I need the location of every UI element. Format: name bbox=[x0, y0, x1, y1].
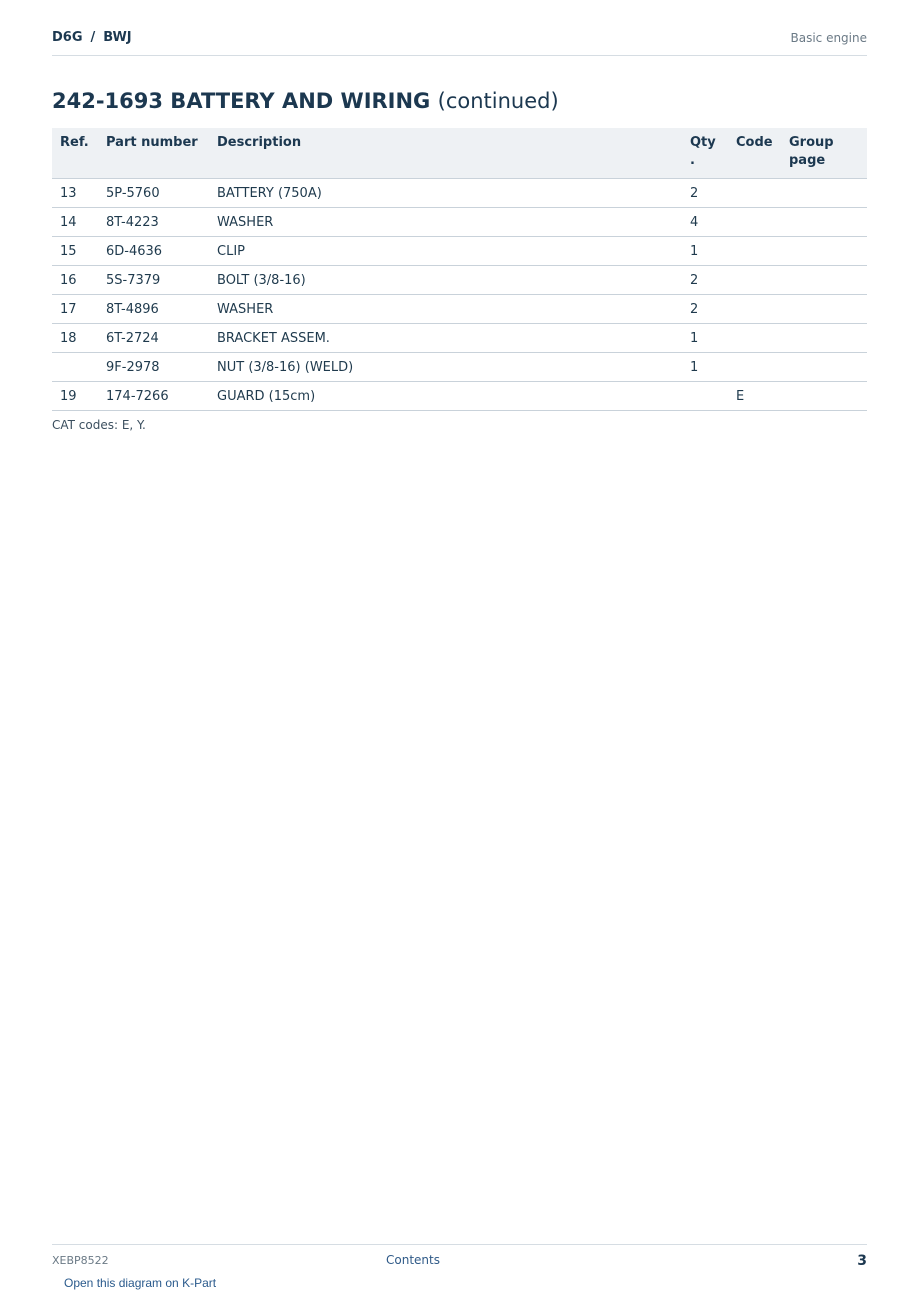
cell-ref: 17 bbox=[52, 295, 98, 324]
cell-part-number: 8T-4223 bbox=[98, 208, 209, 237]
cell-code bbox=[728, 237, 781, 266]
table-row bbox=[52, 208, 867, 237]
cell-code bbox=[728, 295, 781, 324]
cell-code bbox=[728, 208, 781, 237]
cell-qty: 2 bbox=[682, 295, 728, 324]
header-group-page-line2: page bbox=[789, 153, 826, 168]
cell-ref: 14 bbox=[52, 208, 98, 237]
header-group-page-line1: Group bbox=[789, 135, 834, 150]
cell-part-number: 9F-2978 bbox=[98, 353, 209, 382]
breadcrumb-separator: / bbox=[90, 30, 96, 45]
cell-ref: 19 bbox=[52, 382, 98, 411]
cell-qty: 4 bbox=[682, 208, 728, 237]
header-group-page bbox=[781, 128, 867, 179]
cat-codes-note: CAT codes: E, Y. bbox=[52, 418, 146, 432]
table-row bbox=[52, 179, 867, 208]
table-row bbox=[52, 324, 867, 353]
page-title bbox=[52, 89, 559, 113]
cell-group-page bbox=[781, 324, 867, 353]
cell-part-number: 5S-7379 bbox=[98, 266, 209, 295]
cell-description: CLIP bbox=[209, 237, 682, 266]
cell-ref: 16 bbox=[52, 266, 98, 295]
open-kpart-link[interactable]: Open this diagram on K-Part bbox=[64, 1276, 217, 1290]
cell-qty: 1 bbox=[682, 353, 728, 382]
cell-code bbox=[728, 353, 781, 382]
header-qty-line2: . bbox=[690, 153, 695, 168]
cell-ref: 18 bbox=[52, 324, 98, 353]
cell-ref bbox=[52, 353, 98, 382]
table-row bbox=[52, 382, 867, 411]
contents-link[interactable]: Contents bbox=[386, 1253, 440, 1267]
table-row bbox=[52, 353, 867, 382]
cell-description: BATTERY (750A) bbox=[209, 179, 682, 208]
header-description: Description bbox=[209, 128, 682, 179]
page-title-suffix: (continued) bbox=[437, 89, 559, 113]
cell-qty: 2 bbox=[682, 266, 728, 295]
cell-qty: 1 bbox=[682, 324, 728, 353]
cell-description: NUT (3/8-16) (WELD) bbox=[209, 353, 682, 382]
cell-group-page bbox=[781, 266, 867, 295]
table-row bbox=[52, 266, 867, 295]
page-number: 3 bbox=[857, 1253, 867, 1269]
header-code: Code bbox=[728, 128, 781, 179]
cell-part-number: 8T-4896 bbox=[98, 295, 209, 324]
page-title-main: 242-1693 BATTERY AND WIRING bbox=[52, 89, 431, 113]
document-number: XEBP8522 bbox=[52, 1254, 109, 1267]
cell-part-number: 174-7266 bbox=[98, 382, 209, 411]
breadcrumb-serial: BWJ bbox=[103, 30, 132, 45]
breadcrumb bbox=[52, 30, 132, 45]
header-qty bbox=[682, 128, 728, 179]
cell-ref: 15 bbox=[52, 237, 98, 266]
page-header bbox=[52, 28, 867, 56]
cell-description: BOLT (3/8-16) bbox=[209, 266, 682, 295]
cell-description: WASHER bbox=[209, 208, 682, 237]
cell-qty: 2 bbox=[682, 179, 728, 208]
cell-group-page bbox=[781, 382, 867, 411]
cell-part-number: 6T-2724 bbox=[98, 324, 209, 353]
cell-ref: 13 bbox=[52, 179, 98, 208]
header-qty-line1: Qty bbox=[690, 135, 716, 150]
cell-qty bbox=[682, 382, 728, 411]
cell-part-number: 5P-5760 bbox=[98, 179, 209, 208]
breadcrumb-model: D6G bbox=[52, 30, 83, 45]
section-name: Basic engine bbox=[790, 31, 867, 45]
header-part-number: Part number bbox=[98, 128, 209, 179]
cell-group-page bbox=[781, 295, 867, 324]
cell-group-page bbox=[781, 237, 867, 266]
cell-code: E bbox=[728, 382, 781, 411]
table-row bbox=[52, 237, 867, 266]
table-header-row bbox=[52, 128, 867, 179]
cell-description: BRACKET ASSEM. bbox=[209, 324, 682, 353]
cell-code bbox=[728, 179, 781, 208]
table-row bbox=[52, 295, 867, 324]
cell-qty: 1 bbox=[682, 237, 728, 266]
cell-description: WASHER bbox=[209, 295, 682, 324]
cell-group-page bbox=[781, 353, 867, 382]
cell-code bbox=[728, 324, 781, 353]
header-ref: Ref. bbox=[52, 128, 98, 179]
cell-group-page bbox=[781, 208, 867, 237]
cell-part-number: 6D-4636 bbox=[98, 237, 209, 266]
cell-description: GUARD (15cm) bbox=[209, 382, 682, 411]
cell-code bbox=[728, 266, 781, 295]
parts-table bbox=[52, 128, 867, 411]
page-footer bbox=[52, 1244, 867, 1275]
cell-group-page bbox=[781, 179, 867, 208]
